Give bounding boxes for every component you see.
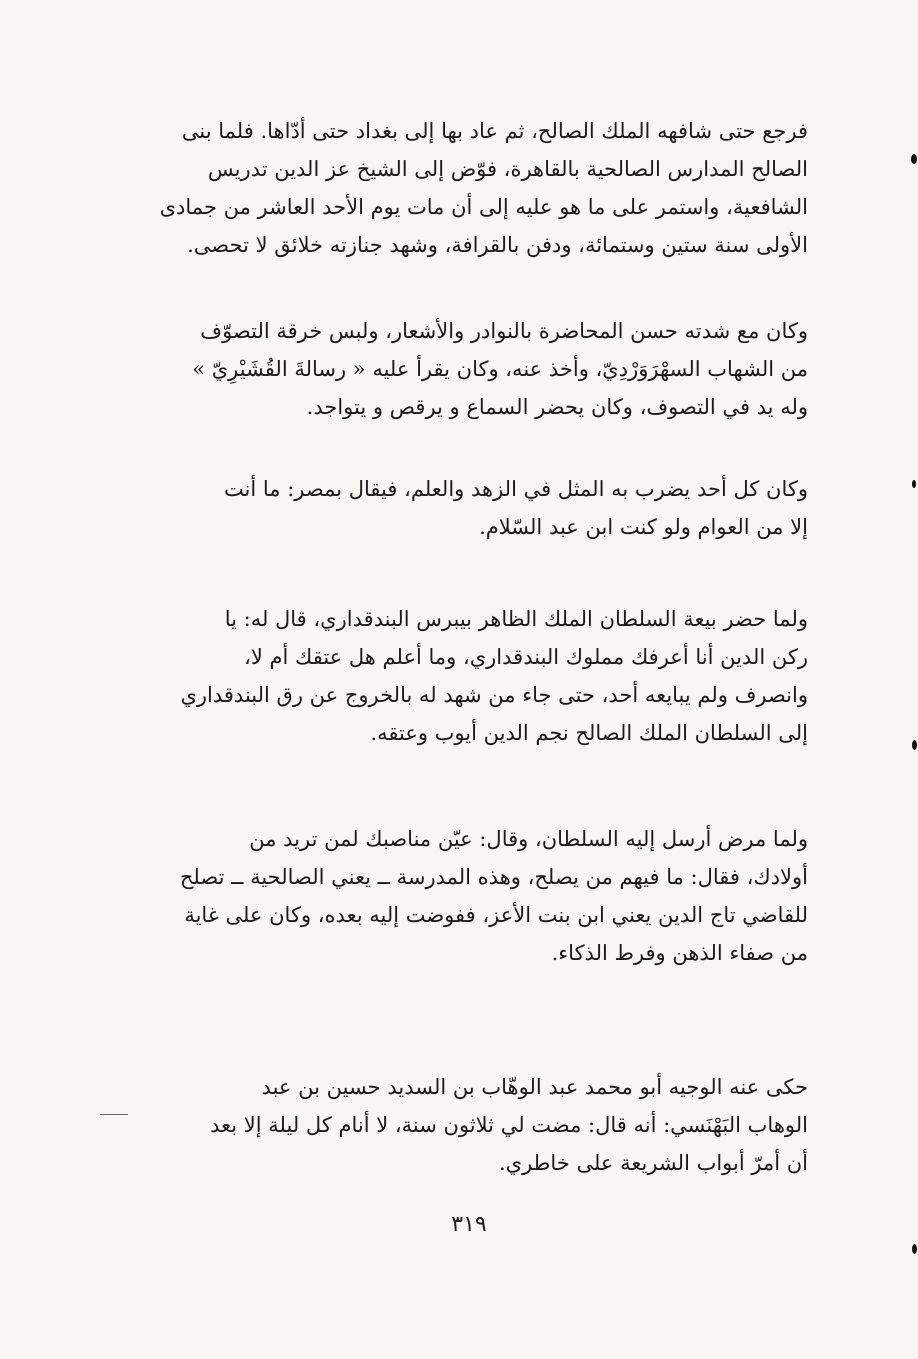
scan-speck: [912, 740, 917, 750]
text-line: الأولى سنة ستين وستمائة، ودفن بالقرافة، وشهد جنازته خلائق لا تحصى.: [187, 233, 808, 257]
text-line: فرجع حتى شافهه الملك الصالح، ثم عاد بها إلى بغداد حتى أدّاها. فلما بنى: [181, 119, 808, 143]
text-line: وكان كل أحد يضرب به المثل في الزهد والعلم، فيقال بمصر: ما أنت: [223, 477, 808, 501]
paragraph-1: [140, 112, 808, 264]
text-line: إلى السلطان الملك الصالح نجم الدين أيوب وعتقه.: [370, 721, 808, 745]
paragraph-4: [140, 600, 808, 752]
scan-speck: [912, 1244, 917, 1254]
text-line: ركن الدين أنا أعرفك مملوك البندقداري، وما أعلم هل عتقك أم لا،: [244, 645, 808, 669]
text-line: إلا من العوام ولو كنت ابن عبد السّلام.: [479, 515, 808, 539]
paragraph-2: [140, 312, 808, 426]
text-line: من صفاء الذهن وفرط الذكاء.: [551, 941, 808, 965]
text-line: الصالح المدارس الصالحية بالقاهرة، فوّض إلى الشيخ عز الدين تدريس: [207, 157, 808, 181]
page-number: ٣١٩: [451, 1212, 487, 1237]
text-line: من الشهاب السهْرَوَرْدِيّ، وأخذ عنه، وكان يقرأ عليه « رسالةَ القُشَيْرِيّ »: [192, 357, 808, 381]
margin-stroke: [100, 1114, 128, 1115]
scan-speck: [912, 480, 916, 488]
text-line: للقاضي تاج الدين يعني ابن بنت الأعز، ففوضت إليه بعده، وكان على غاية: [184, 903, 808, 927]
text-line: الوهاب البَهْنَسي: أنه قال: مضت لي ثلاثون سنة، لا أنام كل ليلة إلا بعد: [210, 1113, 808, 1137]
text-line: ولما مرض أرسل إليه السلطان، وقال: عيّن مناصبك لمن تريد من: [249, 827, 808, 851]
scan-speck: [911, 154, 917, 164]
text-line: وكان مع شدته حسن المحاضرة بالنوادر والأشعار، ولبس خرقة التصوّف: [200, 319, 808, 343]
text-line: وانصرف ولم يبايعه أحد، حتى جاء من شهد له بالخروج عن رق البندقداري: [180, 683, 808, 707]
text-line: وله يد في التصوف، وكان يحضر السماع و يرقص و يتواجد.: [306, 395, 808, 419]
text-line: أولادك، فقال: ما فيهم من يصلح، وهذه المدرسة ــ يعني الصالحية ــ تصلح: [179, 865, 808, 889]
text-line: حكى عنه الوجيه أبو محمد عبد الوهّاب بن السديد حسين بن عبد: [261, 1075, 808, 1099]
text-line: أن أمرّ أبواب الشريعة على خاطري.: [498, 1151, 808, 1175]
paragraph-3: [140, 470, 808, 546]
text-line: الشافعية، واستمر على ما هو عليه إلى أن مات يوم الأحد العاشر من جمادى: [159, 195, 808, 219]
paragraph-6: [140, 1068, 808, 1182]
paragraph-5: [140, 820, 808, 972]
text-line: ولما حضر بيعة السلطان الملك الظاهر بيبرس البندقداري، قال له: يا: [224, 607, 808, 631]
